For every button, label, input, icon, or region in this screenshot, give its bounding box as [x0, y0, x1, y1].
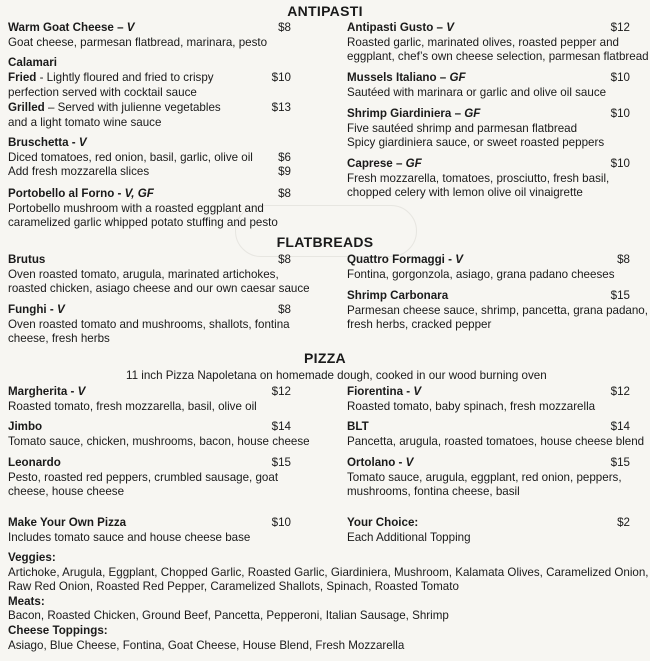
menu-item-margherita: Margherita - V $12 Roasted tomato, fresh mozzarella, basil, olive oil [8, 385, 291, 413]
menu-item-leonardo: Leonardo $15 Pesto, roasted red peppers, crumbled sausage, goat cheese, house cheese [8, 456, 291, 499]
menu-item-calamari-fried: Fried - Lightly floured and fried to crispy $10 perfection served with cocktail sauce [8, 71, 291, 99]
menu-item-make-your-own: Make Your Own Pizza $10 Includes tomato sauce and house cheese base [8, 516, 291, 544]
menu-item-warm-goat-cheese: Warm Goat Cheese – V $8 Goat cheese, parmesan flatbread, marinara, pesto [8, 21, 291, 49]
section-title-flatbreads: FLATBREADS [276, 234, 374, 250]
menu-item-shrimp-giardiniera: Shrimp Giardiniera – GF $10 Five sautéed shrimp and parmesan flatbread Spicy giardiniera sauce, or sweet roasted peppers [347, 107, 630, 150]
menu-item-fiorentina: Fiorentina - V $12 Roasted tomato, baby spinach, fresh mozzarella [347, 385, 630, 413]
menu-item-ortolano: Ortolano - V $15 Tomato sauce, arugula, eggplant, red onion, peppers, mushrooms, fontina cheese, basil [347, 456, 630, 499]
menu-item-calamari: Calamari [8, 56, 57, 69]
menu-item-antipasti-gusto: Antipasti Gusto – V $12 Roasted garlic, marinated olives, roasted pepper and eggplant, chef’s own cheese selection, parmesan flatbread [347, 21, 649, 64]
section-title-antipasti: ANTIPASTI [287, 3, 363, 19]
menu-item-funghi: Funghi - V $8 Oven roasted tomato and mushrooms, shallots, fontina cheese, fresh herbs [8, 303, 291, 346]
menu-item-blt: BLT $14 Pancetta, arugula, roasted tomatoes, house cheese blend [347, 420, 645, 448]
pizza-note: 11 inch Pizza Napoletana on homemade dough, cooked in our wood burning oven [126, 369, 547, 382]
menu-item-jimbo: Jimbo $14 Tomato sauce, chicken, mushrooms, bacon, house cheese [8, 420, 310, 448]
menu-item-calamari-grilled: Grilled – Served with julienne vegetables $13 and a light tomato wine sauce [8, 101, 291, 129]
menu-item-brutus: Brutus $8 Oven roasted tomato, arugula, marinated artichokes, roasted chicken, asiago cheese and our own caesar sauce [8, 253, 310, 296]
menu-item-portobello: Portobello al Forno - V, GF $8 Portobello mushroom with a roasted eggplant and caramelized garlic whipped potato stuffing and pesto [8, 187, 291, 230]
menu-item-shrimp-carbonara: Shrimp Carbonara $15 Parmesan cheese sauce, shrimp, pancetta, grana padano, fresh herbs, cracked pepper [347, 289, 648, 332]
toppings-label-veggies: Veggies: [8, 551, 56, 564]
toppings-label-meats: Meats: [8, 594, 45, 608]
menu-item-caprese: Caprese – GF $10 Fresh mozzarella, tomatoes, prosciutto, fresh basil, chopped celery with lemon olive oil vinaigrette [347, 157, 630, 200]
toppings-list: Veggies: Artichoke, Arugula, Eggplant, Chopped Garlic, Roasted Garlic, Giardiniera, Mushroom, Kalamata Olives, Caramelized Onion, Raw Red Onion, Roasted Red Pepper, Caramelized Shallots, Spinach, Roasted Tomato Meats: Bacon, Roasted Chicken, Ground Beef, Pancetta, Pepperoni, Italian Sausage, Shrimp Cheese Toppings: Asiago, Blue Cheese, Fontina, Goat Cheese, House Blend, Fresh Mozzarella [8, 551, 649, 652]
menu-item-your-choice: Your Choice: $2 Each Additional Topping [347, 516, 630, 544]
menu-item-quattro-formaggi: Quattro Formaggi - V $8 Fontina, gorgonzola, asiago, grana padano cheeses [347, 253, 630, 281]
toppings-label-cheese: Cheese Toppings: [8, 623, 108, 637]
section-title-pizza: PIZZA [304, 350, 346, 366]
menu-item-mussels: Mussels Italiano – GF $10 Sautéed with marinara or garlic and olive oil sauce [347, 71, 630, 99]
menu-item-bruschetta: Bruschetta - V Diced tomatoes, red onion, basil, garlic, olive oil $6 Add fresh mozzarella slices $9 [8, 136, 291, 179]
